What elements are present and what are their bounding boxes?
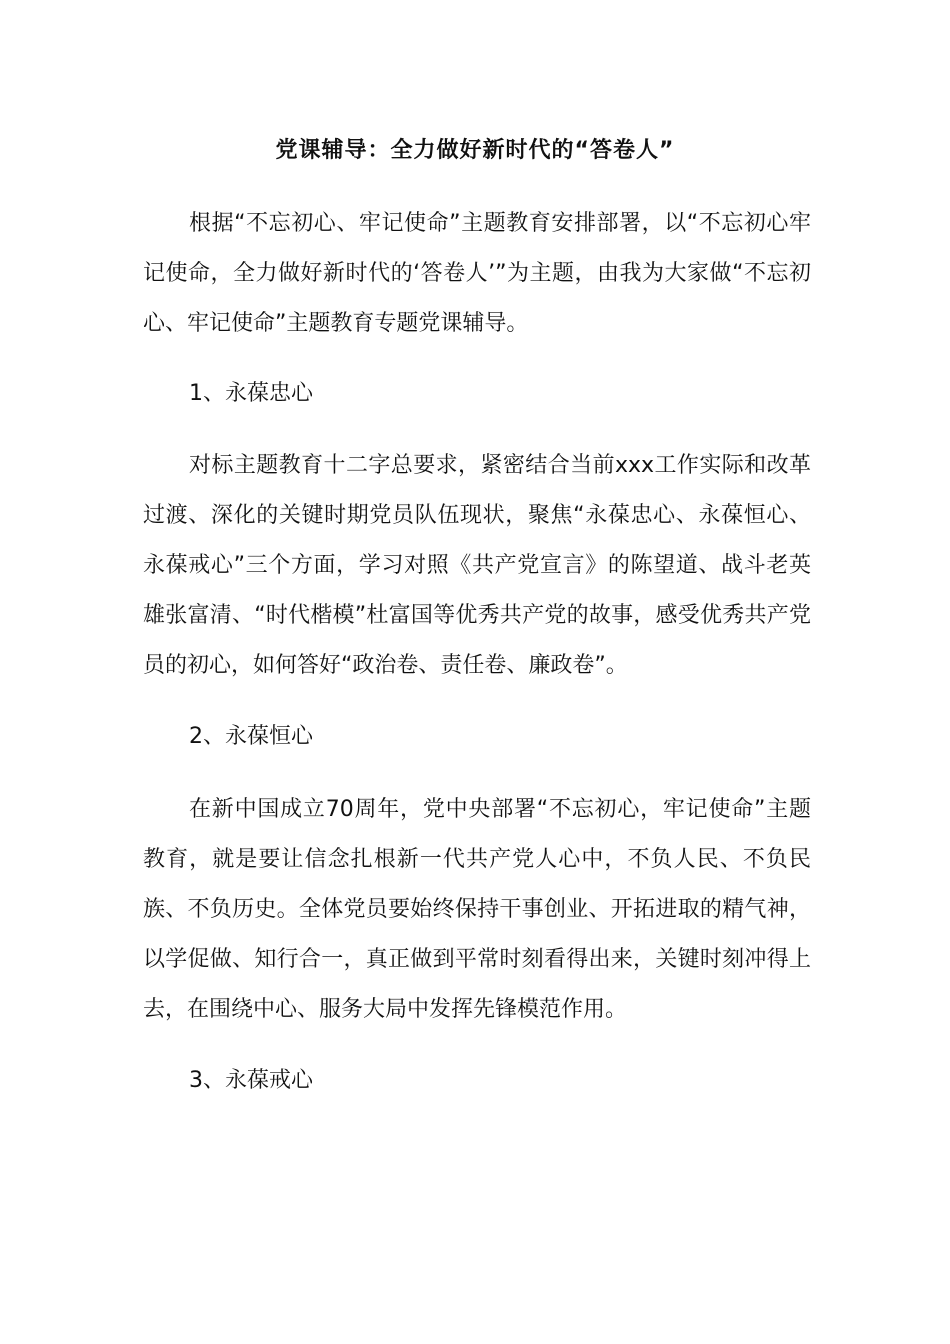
document-title: 党课辅导：全力做好新时代的“答卷人” (275, 138, 675, 163)
section-body-1: 对标主题教育十二字总要求，紧密结合当前xxx工作实际和改革过渡、深化的关键时期党员队伍现状，聚焦“永葆忠心、永葆恒心、永葆戒心”三个方面，学习对照《共产党宣言》的陈望道、战斗老英雄张富清、“时代楷模”杜富国等优秀共产党的故事，感受优秀共产党员的初心，如何答好“政治卷、责任卷、廉政卷”。 (143, 453, 811, 678)
section-body-2: 在新中国成立70周年，党中央部署“不忘初心，牢记使命”主题教育，就是要让信念扎根新一代共产党人心中，不负人民、不负民族、不负历史。全体党员要始终保持干事创业、开拓进取的精气神，以学促做、知行合一，真正做到平常时刻看得出来，关键时刻冲得上去，在围绕中心、服务大局中发挥先锋模范作用。 (143, 797, 811, 1022)
section-heading-2: 2、永葆恒心 (189, 724, 313, 749)
section-heading-3: 3、永葆戒心 (189, 1068, 313, 1093)
intro-paragraph: 根据“不忘初心、牢记使命”主题教育安排部署，以“不忘初心牢记使命，全力做好新时代的‘答卷人’”为主题，由我为大家做“不忘初心、牢记使命”主题教育专题党课辅导。 (143, 211, 811, 336)
section-heading-1: 1、永葆忠心 (189, 381, 313, 406)
